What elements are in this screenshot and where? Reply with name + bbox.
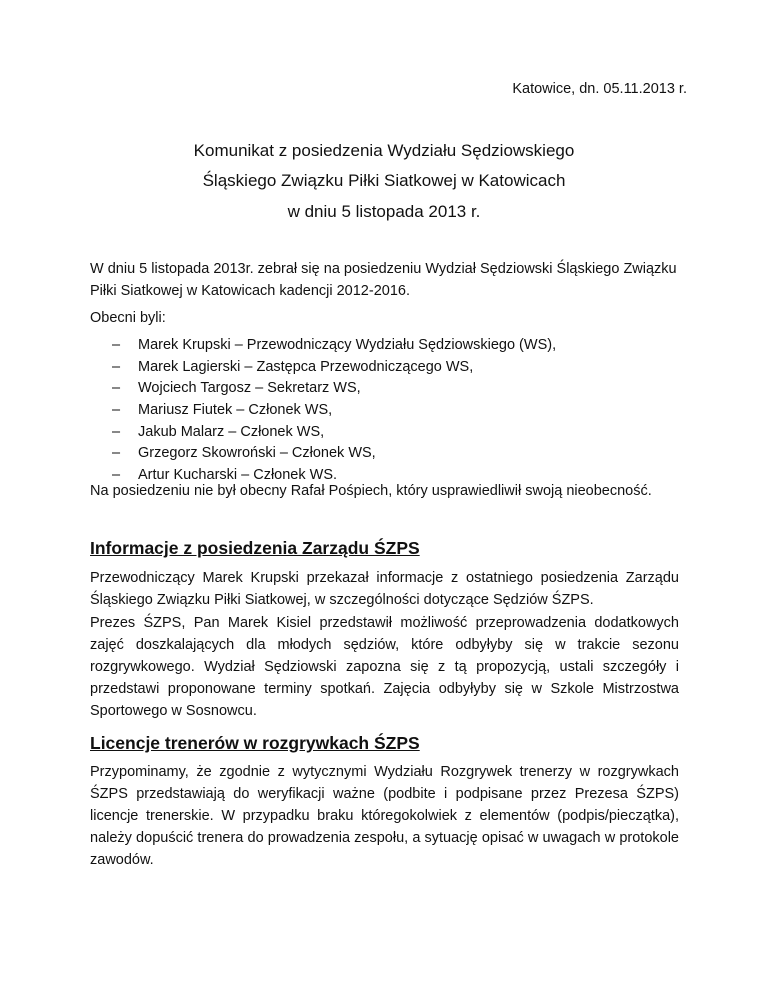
dash-bullet: – xyxy=(112,337,121,353)
list-item xyxy=(112,443,556,465)
list-item xyxy=(112,357,556,379)
member-text: Marek Krupski – Przewodniczący Wydziału Sędziowskiego (WS), xyxy=(138,337,557,353)
dash-bullet: – xyxy=(112,402,121,419)
coach-licenses-paragraph: Przypominamy, że zgodnie z wytycznymi Wydziału Rozgrywek trenerzy w rozgrywkach ŚZPS przedstawiają do weryfikacji ważne (podbite i podpisane przez Prezesa ŚZPS) licencje trenerskie. W przypadku braku któregokolwiek z elementów (podpis/pieczątka), należy dopuścić trenera do prowadzenia zespołu, a sytuację opisać w uwagach w protokole zawodów. xyxy=(90,764,679,868)
present-label: Obecni byli: xyxy=(90,310,166,326)
member-text: Wojciech Targosz – Sekretarz WS, xyxy=(138,380,361,397)
members-list xyxy=(112,335,556,487)
member-text: Artur Kucharski – Członek WS. xyxy=(138,467,338,484)
dash-bullet: – xyxy=(112,358,121,375)
dash-bullet: – xyxy=(112,380,121,397)
dash-bullet: – xyxy=(112,423,121,440)
member-text: Jakub Malarz – Członek WS, xyxy=(138,423,325,440)
absent-note: Na posiedzeniu nie był obecny Rafał Pośpiech, który usprawiedliwił swoją nieobecność. xyxy=(90,483,652,499)
list-item xyxy=(112,335,556,357)
section-heading-coach-licenses: Licencje trenerów w rozgrywkach ŚZPS xyxy=(90,733,420,753)
board-info-paragraph-2: Prezes ŚZPS, Pan Marek Kisiel przedstawił możliwość przeprowadzenia dodatkowych zajęć doszkalających dla młodych sędziów, które odbyłyby się w trakcie sezonu rozgrywkowego. Wydział Sędziowski zapozna się z tą propozycją, ustali szczegóły i przedstawi proponowane terminy spotkań. Zajęcia odbyłyby się w Szkole Mistrzostwa Sportowego w Sosnowcu. xyxy=(90,615,679,719)
board-info-paragraph-1: Przewodniczący Marek Krupski przekazał informacje z ostatniego posiedzenia Zarządu Śląskiego Związku Piłki Siatkowej, w szczególności dotyczące Sędziów ŚZPS. xyxy=(90,570,679,608)
member-text: Grzegorz Skowroński – Członek WS, xyxy=(138,445,376,462)
member-text: Marek Lagierski – Zastępca Przewodniczącego WS, xyxy=(138,358,474,375)
title-line-2: Śląskiego Związku Piłki Siatkowej w Katowicach xyxy=(202,171,566,190)
member-text: Mariusz Fiutek – Członek WS, xyxy=(138,402,333,419)
dash-bullet: – xyxy=(112,445,121,462)
list-item xyxy=(112,378,556,400)
date-line: Katowice, dn. 05.11.2013 r. xyxy=(512,81,687,97)
list-item xyxy=(112,400,556,422)
title-line-1: Komunikat z posiedzenia Wydziału Sędziowskiego xyxy=(193,141,575,160)
title-line-3: w dniu 5 listopada 2013 r. xyxy=(287,202,481,221)
intro-paragraph: W dniu 5 listopada 2013r. zebrał się na posiedzeniu Wydział Sędziowski Śląskiego Związku Piłki Siatkowej w Katowicach kadencji 2012-2016. xyxy=(90,261,677,299)
section-heading-board-info: Informacje z posiedzenia Zarządu ŚZPS xyxy=(90,538,420,558)
list-item xyxy=(112,422,556,444)
dash-bullet: – xyxy=(112,467,121,484)
